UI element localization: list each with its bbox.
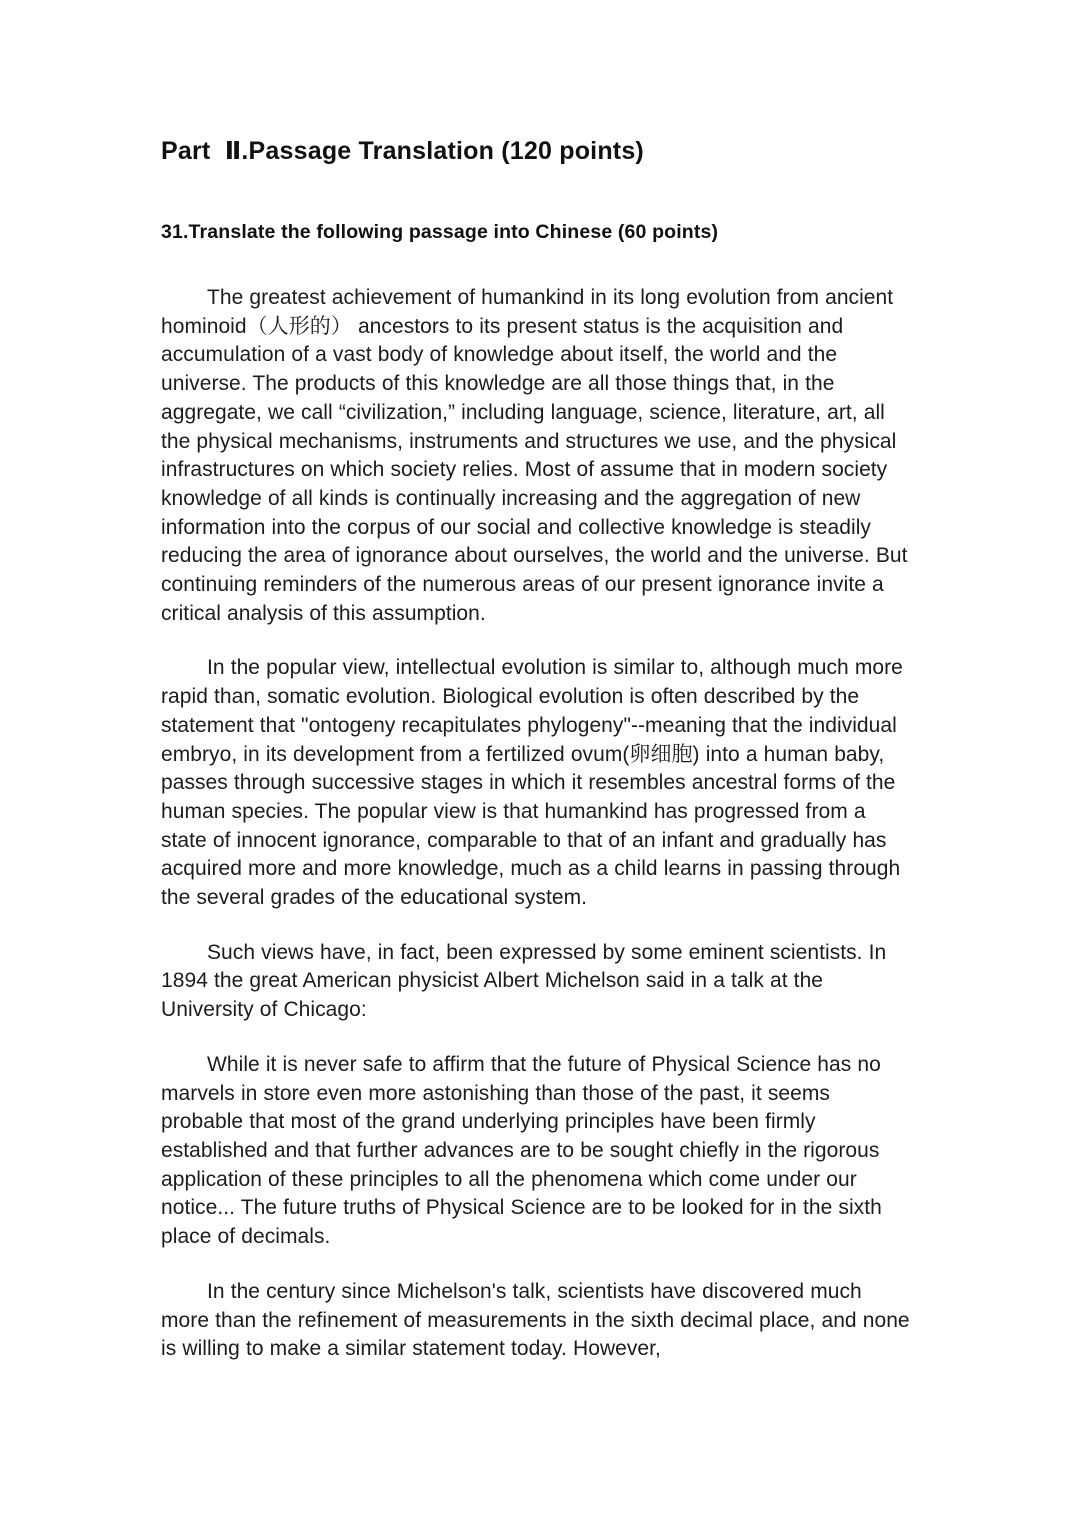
part-heading: Part Ⅱ.Passage Translation (120 points) — [161, 137, 644, 165]
passage-paragraph-3: Such views have, in fact, been expressed by some eminent scientists. In 1894 the great American physicist Albert Michelson said in a talk at the University of Chicago: — [161, 940, 887, 1022]
passage-paragraph-1: The greatest achievement of humankind in its long evolution from ancient hominoid（人形的） ancestors to its present status is the acquisition and accumulation of a vast body of knowledge about itself, the world and the universe. The products of this knowledge are all those things that, in the aggregate, we call “civilization,” including language, science, literature, art, all the physical mechanisms, instruments and structures we use, and the physical infrastructures on which society relies. Most of assume that in modern society knowledge of all kinds is continually increasing and the aggregation of new information into the corpus of our social and collective knowledge is steadily reducing the area of ignorance about ourselves, the world and the universe. But continuing reminders of the numerous areas of our present ignorance invite a critical analysis of this assumption. — [161, 286, 908, 625]
passage-paragraph-5: In the century since Michelson's talk, scientists have discovered much more than the refinement of measurements in the sixth decimal place, and none is willing to make a similar statement today. However, — [161, 1279, 910, 1361]
question-31-heading: 31.Translate the following passage into Chinese (60 points) — [161, 221, 719, 243]
passage-paragraph-4: While it is never safe to affirm that the future of Physical Science has no marvels in store even more astonishing than those of the past, it seems probable that most of the grand underlying principles have been firmly established and that further advances are to be sought chiefly in the rigorous application of these principles to all the phenomena which come under our notice... The future truths of Physical Science are to be looked for in the sixth place of decimals. — [161, 1052, 882, 1249]
passage-paragraph-2: In the popular view, intellectual evolution is similar to, although much more rapid than, somatic evolution. Biological evolution is often described by the statement that "ontogeny recapitulates phylogeny"--meaning that the individual embryo, in its development from a fertilized ovum(卵细胞) into a human baby, passes through successive stages in which it resembles ancestral forms of the human species. The popular view is that humankind has progressed from a state of innocent ignorance, comparable to that of an infant and gradually has acquired more and more knowledge, much as a child learns in passing through the several grades of the educational system. — [161, 656, 903, 910]
document-content — [161, 134, 913, 1364]
